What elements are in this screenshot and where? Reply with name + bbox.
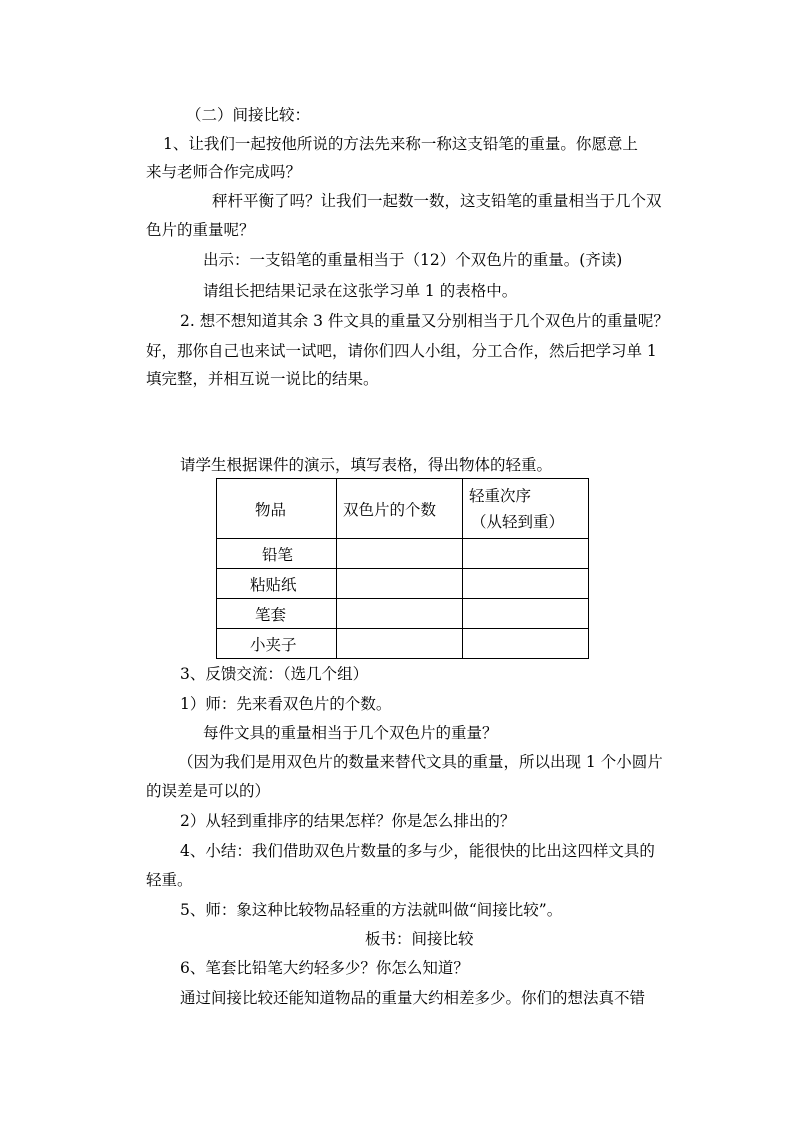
header-order-subtitle: （从轻到重） [471, 512, 565, 531]
header-order-title: 轻重次序 [469, 486, 532, 505]
item-cell: 粘贴纸 [217, 569, 337, 599]
section-3-heading: 3、反馈交流：（选几个组） [180, 665, 369, 683]
paragraph-2-line-2: 色片的重量呢？ [146, 221, 255, 239]
paragraph-3-line-3: 填完整，并相互说一说比的结果。 [146, 370, 379, 388]
table-header-row [217, 479, 589, 539]
record-table [216, 478, 589, 659]
table-row [217, 599, 589, 629]
section-6-tail: 通过间接比较还能知道物品的重量大约相差多少。你们的想法真不错 [180, 989, 646, 1007]
section-6: 6、笔套比铅笔大约轻多少？你怎么知道？ [180, 959, 469, 977]
section-3-item-2: 2）从轻到重排序的结果怎样？你是怎么排出的？ [180, 812, 516, 830]
paragraph-2-line-1: 秤杆平衡了吗？让我们一起数一数，这支铅笔的重量相当于几个双 [212, 192, 662, 210]
count-cell[interactable] [337, 569, 463, 599]
record-line: 请组长把结果记录在这张学习单 1 的表格中。 [203, 282, 518, 300]
item-cell: 铅笔 [217, 539, 337, 569]
count-cell[interactable] [337, 599, 463, 629]
paragraph-1-line-2: 来与老师合作完成吗？ [146, 163, 302, 181]
header-count: 双色片的个数 [337, 479, 463, 539]
paragraph-1-line-1: 1、让我们一起按他所说的方法先来称一称这支铅笔的重量。你愿意上 [163, 135, 638, 153]
item-cell: 小夹子 [217, 629, 337, 659]
show-line: 出示：一支铅笔的重量相当于（12）个双色片的重量。(齐读) [203, 251, 623, 269]
header-order [463, 479, 589, 539]
header-item: 物品 [217, 479, 337, 539]
section-3-note-line-2: 的误差是可以的） [146, 782, 271, 800]
table-row [217, 539, 589, 569]
table-intro: 请学生根据课件的演示，填写表格，得出物体的轻重。 [180, 456, 553, 474]
count-cell[interactable] [337, 629, 463, 659]
board-note: 板书：间接比较 [365, 930, 474, 948]
order-cell[interactable] [463, 569, 589, 599]
section-3-note-line-1: （因为我们是用双色片的数量来替代文具的重量，所以出现 1 个小圆片 [178, 753, 663, 771]
section-5: 5、师：象这种比较物品轻重的方法就叫做“间接比较”。 [180, 901, 563, 919]
section-heading: （二）间接比较： [186, 106, 311, 124]
section-3-item-1: 1）师：先来看双色片的个数。 [180, 695, 392, 713]
count-cell[interactable] [337, 539, 463, 569]
section-3-item-1-question: 每件文具的重量相当于几个双色片的重量？ [203, 724, 498, 742]
order-cell[interactable] [463, 539, 589, 569]
order-cell[interactable] [463, 629, 589, 659]
order-cell[interactable] [463, 599, 589, 629]
section-4-line-1: 4、小结：我们借助双色片数量的多与少，能很快的比出这四样文具的 [180, 842, 655, 860]
table-row [217, 569, 589, 599]
paragraph-3-line-2: 好，那你自己也来试一试吧，请你们四人小组，分工合作，然后把学习单 1 [146, 342, 657, 360]
item-cell: 笔套 [217, 599, 337, 629]
paragraph-3-line-1: 2. 想不想知道其余 3 件文具的重量又分别相当于几个双色片的重量呢？ [180, 312, 669, 330]
table-row [217, 629, 589, 659]
section-4-line-2: 轻重。 [146, 871, 193, 889]
